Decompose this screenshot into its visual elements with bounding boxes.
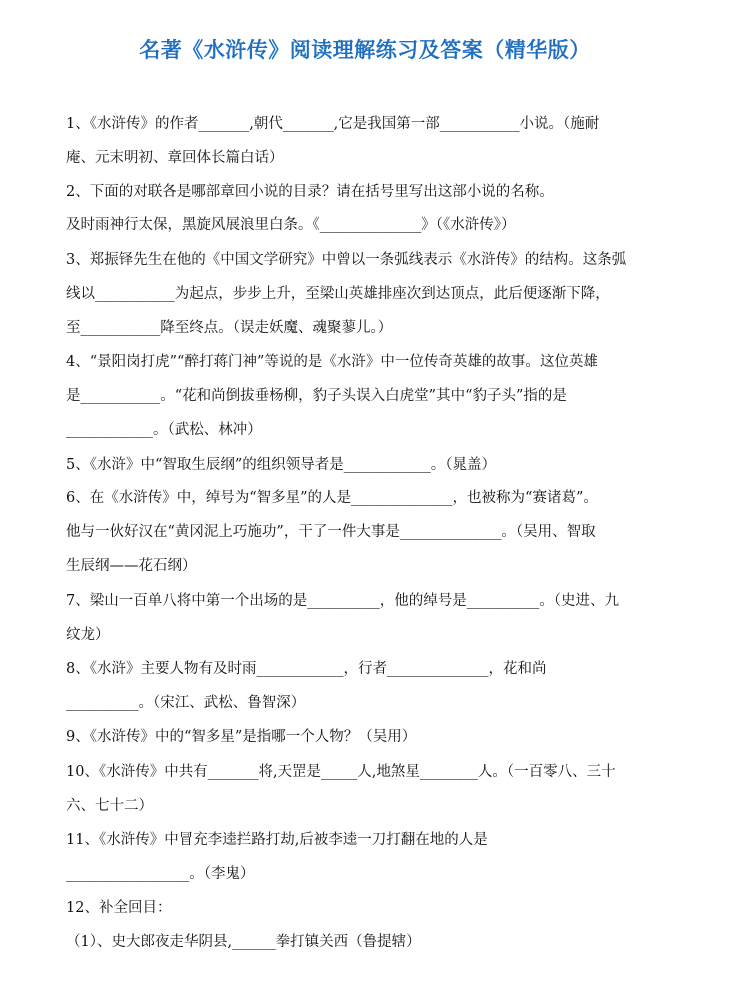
page-title: 名著《水浒传》阅读理解练习及答案（精华版）: [139, 38, 591, 62]
text-line: 5、《水浒》中“智取生辰纲”的组织领导者是____________。（晁盖）: [66, 457, 497, 473]
text-line: 4、“景阳岗打虎”“醉打蒋门神”等说的是《水浒》中一位传奇英雄的故事。这位英雄: [66, 354, 598, 370]
text-line: 六、七十二）: [66, 798, 153, 814]
text-line: 3、郑振铎先生在他的《中国文学研究》中曾以一条弧线表示《水浒传》的结构。这条弧: [66, 252, 627, 268]
text-line: 2、下面的对联各是哪部章回小说的目录？请在括号里写出这部小说的名称。: [66, 184, 554, 200]
text-line: _________________。（李鬼）: [66, 866, 255, 882]
text-line: 庵、元末明初、章回体长篇白话）: [66, 150, 284, 166]
text-line: 8、《水浒》主要人物有及时雨____________，行者______________，花和尚: [66, 661, 547, 677]
text-line: 及时雨神行太保，黑旋风展浪里白条。《______________》（《水浒传》）: [66, 217, 516, 233]
text-line: 线以___________为起点，步步上升，至梁山英雄排座次到达顶点，此后便逐渐下降，: [66, 286, 610, 302]
text-line: 生辰纲——花石纲）: [66, 558, 197, 574]
text-line: 12、补全回目：: [66, 900, 172, 916]
text-line: 6、在《水浒传》中，绰号为“智多星”的人是______________，也被称为“赛诸葛”。: [66, 490, 598, 506]
text-line: 是___________。“花和尚倒拔垂杨柳，豹子头误入白虎堂”其中“豹子头”指的是: [66, 388, 567, 404]
text-line: 11、《水浒传》中冒充李逵拦路打劫,后被李逵一刀打翻在地的人是: [66, 832, 488, 848]
text-line: __________。（宋江、武松、鲁智深）: [66, 695, 306, 711]
text-line: 至___________降至终点。（误走妖魔、魂聚蓼儿。）: [66, 320, 393, 336]
text-line: 他与一伙好汉在“黄冈泥上巧施功”，干了一件大事是______________。（吴用、智取: [66, 524, 596, 540]
text-line: 1、《水浒传》的作者_______,朝代_______,它是我国第一部___________小说。（施耐: [66, 116, 600, 132]
text-line: 7、梁山一百单八将中第一个出场的是__________，他的绰号是__________。（史进、九: [66, 593, 619, 609]
text-line: 纹龙）: [66, 627, 110, 643]
text-line: 10、《水浒传》中共有_______将,天罡是_____人,地煞星________人。（一百零八、三十: [66, 764, 616, 780]
text-line: ____________。（武松、林冲）: [66, 422, 262, 438]
text-line: （1）、史大郎夜走华阴县,______拳打镇关西（鲁提辖）: [66, 934, 421, 950]
text-line: 9、《水浒传》中的“智多星”是指哪一个人物？（吴用）: [66, 729, 417, 745]
